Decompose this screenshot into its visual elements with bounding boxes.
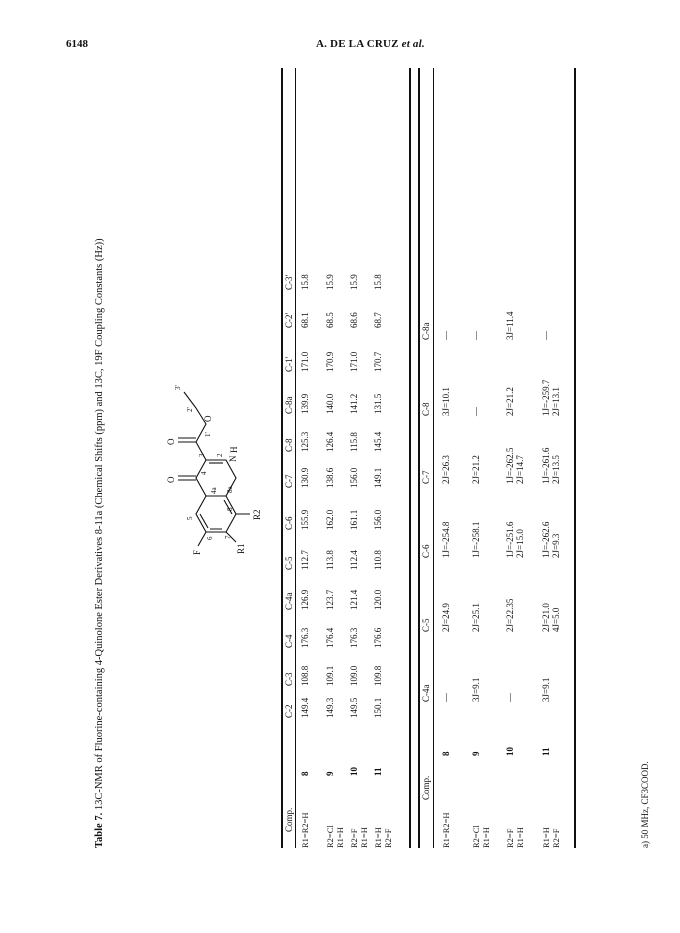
table1-value-cell: 149.4 xyxy=(300,697,310,718)
table1-value-cell: 68.6 xyxy=(349,312,359,328)
table2-value-cell xyxy=(471,331,481,340)
table1-header-cell: C-4a xyxy=(284,592,294,610)
table1-value-cell: 149.5 xyxy=(349,697,359,718)
row-label-line: R2=F xyxy=(551,828,561,848)
table1-value-cell: 138.6 xyxy=(325,467,335,488)
table1-value-cell: 120.0 xyxy=(373,589,383,610)
coupling-line: 2J=21.0 xyxy=(541,603,551,632)
table2-value-cell xyxy=(471,455,481,484)
locant-2prime: 2' xyxy=(186,407,194,412)
coupling-line: 2J=15.0 xyxy=(515,529,525,558)
coupling-line: 3J=9.1 xyxy=(541,677,551,702)
table1-value-cell: 176.4 xyxy=(325,627,335,648)
authors-etal: et al. xyxy=(401,38,425,50)
table2-value-cell xyxy=(505,387,515,416)
locant-8: 8 xyxy=(226,507,234,511)
row-label-line: R1=H xyxy=(541,827,551,848)
table1-row-label xyxy=(325,825,345,848)
coupling-line: 2J=25.1 xyxy=(471,603,481,632)
table1-value-cell: 112.7 xyxy=(300,550,310,570)
coupling-line: 1J=-262.6 xyxy=(541,521,551,558)
table2-header-rule xyxy=(433,68,434,848)
table1-row-label xyxy=(300,812,310,848)
coupling-line: 2J=26.3 xyxy=(441,455,451,484)
table2-header-cell: C-8 xyxy=(421,402,431,416)
coupling-line: — xyxy=(505,693,515,702)
table2-value-cell xyxy=(441,603,451,632)
row-label-line: R2=Cl xyxy=(325,825,335,848)
running-header-authors xyxy=(316,38,425,50)
atom-h: H xyxy=(229,446,239,453)
row-label-line: R2=F xyxy=(505,828,515,848)
table1-value-cell: 161.1 xyxy=(349,509,359,530)
table2-comp-cell: 11 xyxy=(541,747,551,756)
row-label-line: R1=H xyxy=(515,827,525,848)
table2-value-cell xyxy=(441,693,451,702)
table1-comp-cell: 9 xyxy=(325,771,335,776)
row-label-line: R1=H xyxy=(481,827,491,848)
coupling-line: 2J=13.1 xyxy=(551,387,561,416)
table2-bottom-rule xyxy=(574,68,576,848)
table2-value-cell xyxy=(441,522,451,558)
table2-value-cell xyxy=(471,522,481,558)
table1-header-cell: C-2 xyxy=(284,704,294,718)
atom-o-keto: O xyxy=(166,476,176,483)
atom-r2: R2 xyxy=(252,509,262,520)
coupling-line: — xyxy=(441,331,451,340)
locant-3: 3 xyxy=(198,453,206,457)
table1-value-cell: 68.1 xyxy=(300,312,310,328)
table1-header-cell: C-8a xyxy=(284,396,294,414)
table1-value-cell: 131.5 xyxy=(373,393,383,414)
table2-comp-cell: 10 xyxy=(505,747,515,756)
table1-header-rule xyxy=(295,68,296,848)
coupling-line: 4J=5.0 xyxy=(551,607,561,632)
table1-value-cell: 15.9 xyxy=(325,274,335,290)
table1-value-cell: 112.4 xyxy=(349,550,359,570)
table1-value-cell: 15.9 xyxy=(349,274,359,290)
coupling-line: — xyxy=(541,331,551,340)
table1-comp-cell: 8 xyxy=(300,771,310,776)
table2-header-cell: C-6 xyxy=(421,544,431,558)
table1-header-cell: C-5 xyxy=(284,556,294,570)
table1-value-cell: 113.8 xyxy=(325,550,335,570)
row-label-line: R1=R2=H xyxy=(300,812,310,848)
table2-comp-cell: 9 xyxy=(471,751,481,756)
locant-4: 4 xyxy=(200,471,208,475)
row-label-line: R1=H xyxy=(335,827,345,848)
table2-value-cell xyxy=(471,678,481,702)
coupling-line: — xyxy=(471,331,481,340)
table1-value-cell: 110.8 xyxy=(373,550,383,570)
coupling-line: 1J=-251.6 xyxy=(505,521,515,558)
table1-value-cell: 15.8 xyxy=(373,274,383,290)
table1-value-cell: 139.9 xyxy=(300,393,310,414)
coupling-line: 3J=10.1 xyxy=(441,387,451,416)
coupling-line: 2J=21.2 xyxy=(471,455,481,484)
coupling-line: — xyxy=(441,693,451,702)
table2-value-cell xyxy=(441,331,451,340)
locant-4a: 4a xyxy=(210,487,218,494)
table1-comp-cell: 11 xyxy=(373,767,383,776)
table1-comp-cell: 10 xyxy=(349,767,359,776)
row-label-line: R1=R2=H xyxy=(441,812,451,848)
table2-value-cell xyxy=(541,331,551,340)
rotated-table xyxy=(94,68,654,848)
table1-header-cell: C-7 xyxy=(284,474,294,488)
table1-value-cell: 130.9 xyxy=(300,467,310,488)
coupling-line: 3J=9.1 xyxy=(471,677,481,702)
table1-value-cell: 176.3 xyxy=(349,627,359,648)
table2-header-cell: C-8a xyxy=(421,322,431,340)
table2-header-cell: C-5 xyxy=(421,618,431,632)
coupling-line: 1J=-254.8 xyxy=(441,521,451,558)
table1-header-cell: C-1' xyxy=(284,356,294,372)
table1-header-cell: C-4 xyxy=(284,634,294,648)
coupling-line: — xyxy=(471,407,481,416)
table1-value-cell: 68.7 xyxy=(373,312,383,328)
table2-value-cell xyxy=(541,448,561,484)
table2-row-label xyxy=(505,827,525,848)
row-label-line: R2=F xyxy=(349,828,359,848)
table1-header-cell: C-6 xyxy=(284,516,294,530)
table1-value-cell: 170.9 xyxy=(325,351,335,372)
table1-row-label xyxy=(349,827,369,848)
table2-header-cell: C-4a xyxy=(421,684,431,702)
coupling-line: 2J=21.2 xyxy=(505,387,515,416)
coupling-line: 1J=-258.1 xyxy=(471,521,481,558)
structure-bonds xyxy=(178,392,250,546)
row-label-line: R2=Cl xyxy=(471,825,481,848)
table1-value-cell: 141.2 xyxy=(349,393,359,414)
table2-value-cell xyxy=(505,693,515,702)
table1-value-cell: 108.8 xyxy=(300,665,310,686)
atom-f: F xyxy=(192,549,202,555)
table1-value-cell: 170.7 xyxy=(373,351,383,372)
locant-1prime: 1' xyxy=(204,432,212,437)
table2-value-cell xyxy=(505,599,515,632)
row-label-line: R2=F xyxy=(383,828,393,848)
coupling-line: 1J=-261.6 xyxy=(541,447,551,484)
table1-header-cell: C-3 xyxy=(284,672,294,686)
coupling-line: 3J=11.4 xyxy=(505,311,515,340)
table1-value-cell: 126.9 xyxy=(300,589,310,610)
page-number: 6148 xyxy=(66,38,88,50)
table2-value-cell xyxy=(505,312,515,341)
table1-value-cell: 109.8 xyxy=(373,665,383,686)
table1-value-cell: 140.0 xyxy=(325,393,335,414)
locant-5: 5 xyxy=(186,516,194,520)
table2-value-cell xyxy=(471,603,481,632)
table2-row-label xyxy=(441,812,451,848)
table1-value-cell: 156.0 xyxy=(373,509,383,530)
coupling-line: 2J=24.9 xyxy=(441,603,451,632)
table-footnote: a) 50 MHz, CF3COOD. xyxy=(640,761,650,848)
table1-value-cell: 162.0 xyxy=(325,509,335,530)
table1-header-cell: Comp. xyxy=(284,807,294,832)
table1-value-cell: 15.8 xyxy=(300,274,310,290)
table2-row-label xyxy=(541,827,561,848)
table1-bottom-rule xyxy=(409,68,411,848)
caption-text: 13C-NMR of Fluorine-containing 4-Quinolone Ester Derivatives 8-11a (Chemical Shifts (ppm) and 13C, 19F Coupling Constants (Hz)) xyxy=(94,238,105,811)
table2-comp-cell: 8 xyxy=(441,751,451,756)
table1-value-cell: 125.3 xyxy=(300,431,310,452)
atom-o-ether: O xyxy=(203,415,213,422)
table1-value-cell: 171.0 xyxy=(300,351,310,372)
table1-value-cell: 149.1 xyxy=(373,467,383,488)
coupling-line: 1J=-259.7 xyxy=(541,379,551,416)
table1-value-cell: 145.4 xyxy=(373,431,383,452)
atom-n: N xyxy=(228,455,238,462)
table1-value-cell: 123.7 xyxy=(325,589,335,610)
table1-row-label xyxy=(373,827,393,848)
table1-header-cell: C-2' xyxy=(284,312,294,328)
table2-value-cell xyxy=(441,455,451,484)
table1-header-cell: C-3' xyxy=(284,274,294,290)
locant-6: 6 xyxy=(206,536,214,540)
coupling-line: 2J=9.3 xyxy=(551,533,561,558)
table1-value-cell: 150.1 xyxy=(373,697,383,718)
table1-value-cell: 68.5 xyxy=(325,312,335,328)
coupling-line: 1J=-262.5 xyxy=(505,447,515,484)
table2-value-cell xyxy=(541,380,561,416)
coupling-line: 2J=22.35 xyxy=(505,598,515,632)
locant-3prime: 3' xyxy=(174,385,182,390)
table2-value-cell xyxy=(541,603,561,632)
coupling-line: 2J=14.7 xyxy=(515,455,525,484)
locant-2: 2 xyxy=(216,453,224,457)
table1-value-cell: 176.3 xyxy=(300,627,310,648)
table2-header-cell: C-7 xyxy=(421,470,431,484)
atom-r1: R1 xyxy=(236,543,246,554)
table1-value-cell: 155.9 xyxy=(300,509,310,530)
table2-value-cell xyxy=(541,678,551,702)
table1-value-cell: 109.1 xyxy=(325,665,335,686)
table1-top-rule xyxy=(281,68,283,848)
table1-value-cell: 126.4 xyxy=(325,431,335,452)
table1-value-cell: 115.8 xyxy=(349,432,359,452)
atom-o-carbonyl: O xyxy=(166,438,176,445)
row-label-line: R1=H xyxy=(359,827,369,848)
table-caption xyxy=(94,68,105,848)
table2-value-cell xyxy=(505,448,525,484)
table1-header-cell: C-8 xyxy=(284,438,294,452)
table1-value-cell: 109.0 xyxy=(349,665,359,686)
table2-top-rule xyxy=(418,68,420,848)
table1-value-cell: 121.4 xyxy=(349,589,359,610)
row-label-line: R1=H xyxy=(373,827,383,848)
table1-value-cell: 149.3 xyxy=(325,697,335,718)
table2-value-cell xyxy=(505,522,525,558)
table1-value-cell: 156.0 xyxy=(349,467,359,488)
table2-row-label xyxy=(471,825,491,848)
table2-value-cell xyxy=(471,407,481,416)
table2-value-cell xyxy=(441,387,451,416)
quinolone-structure xyxy=(136,354,268,584)
table2-header-cell: Comp. xyxy=(421,775,431,800)
caption-label: Table 7. xyxy=(94,812,105,848)
locant-7: 7 xyxy=(224,535,232,539)
table2-value-cell xyxy=(541,522,561,558)
table1-value-cell: 171.0 xyxy=(349,351,359,372)
locant-8a: 8a xyxy=(226,486,234,493)
coupling-line: 2J=13.5 xyxy=(551,455,561,484)
table1-value-cell: 176.6 xyxy=(373,627,383,648)
authors-plain: A. DE LA CRUZ xyxy=(316,38,399,50)
